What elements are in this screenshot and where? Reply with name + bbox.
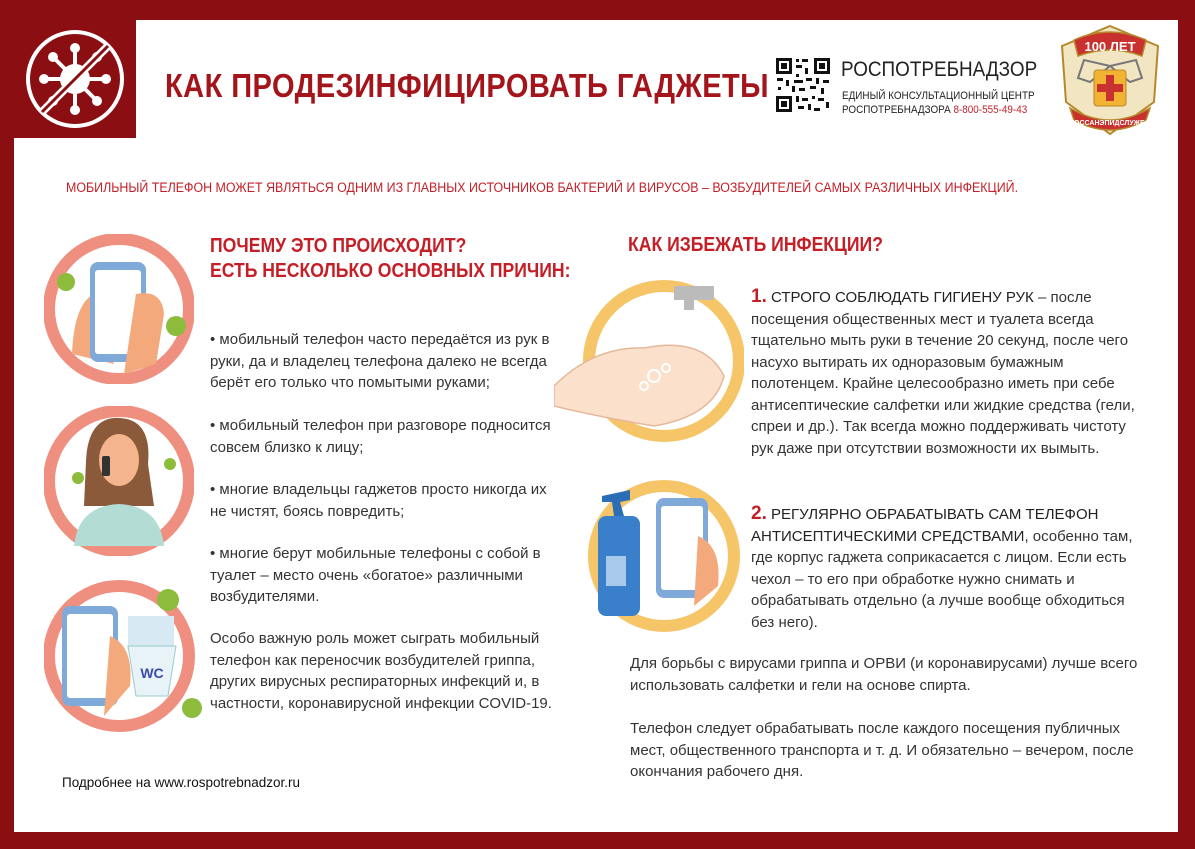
step-caption: СТРОГО СОБЛЮДАТЬ ГИГИЕНУ РУК [771,289,1034,306]
poster [14,20,1178,832]
step-number: 2. [751,503,767,524]
page-title: КАК ПРОДЕЗИНФИЦИРОВАТЬ ГАДЖЕТЫ [165,67,770,104]
org-subtitle-line2 [842,104,1027,116]
prevention-step-1 [751,286,1151,459]
prevention-step-2 [751,503,1151,633]
step-caption: РЕГУЛЯРНО ОБРАБАТЫВАТЬ САМ ТЕЛЕФОН АНТИСЕПТИЧЕСКИМИ СРЕДСТВАМИ [751,506,1099,545]
note-daily-cleaning: Телефон следует обрабатывать после каждого посещения публичных мест, общественного транспорта и т. д. И обязательно – вечером, после окончания рабочего дня. [630,720,1134,780]
reason-item: • многие берут мобильные телефоны с собой в туалет – место очень «богатое» различными возбудителями. [210,545,541,605]
header-logo-block [14,20,136,138]
step-text: – после посещения общественных мест и туалета всегда тщательно мыть руки в течение 20 секунд, после чего насухо вытирать их одноразовым бумажным полотенцем. Крайне целесообразно иметь при себе антисептические салфетки или жидкие средства (гели, спреи и др.). Так всегда можно поддерживать чистоту рук даже при отсутствии возможности их вымыть. [751,289,1135,457]
org-subtitle-text: РОСПОТРЕБНАДЗОРА [842,104,951,116]
phone-sanitizer-icon [584,476,744,636]
reason-item: • мобильный телефон часто передаётся из рук в руки, да и владелец телефона далеко не всегда берёт его только что помытыми руками; [210,331,550,391]
wc-label: WC [140,665,164,681]
left-heading-line2: ЕСТЬ НЕСКОЛЬКО ОСНОВНЫХ ПРИЧИН: [210,260,571,282]
hand-washing-icon [554,276,744,446]
emblem-bottom-text: ГОССАНЭПИДСЛУЖБА [1070,120,1150,127]
left-section-heading [210,234,570,284]
lead-text: МОБИЛЬНЫЙ ТЕЛЕФОН МОЖЕТ ЯВЛЯТЬСЯ ОДНИМ ИЗ ГЛАВНЫХ ИСТОЧНИКОВ БАКТЕРИЙ И ВИРУСОВ – ВОЗБУДИТЕЛЕЙ САМЫХ РАЗЛИЧНЫХ ИНФЕКЦИЙ. [66,180,1019,195]
anniversary-emblem [1054,22,1166,138]
woman-on-phone-icon [44,406,194,556]
org-subtitle-line1: ЕДИНЫЙ КОНСУЛЬТАЦИОННЫЙ ЦЕНТР [842,90,1035,102]
reason-item: • многие владельцы гаджетов просто никогда их не чистят, боясь повредить; [210,481,547,520]
step-number: 1. [751,286,767,307]
note-alcohol: Для борьбы с вирусами гриппа и ОРВИ (и коронавирусами) лучше всего использовать салфетки и гели на основе спирта. [630,655,1138,694]
phone-in-toilet-icon [44,576,204,736]
no-virus-icon [20,24,130,134]
emblem-top-text: 100 ЛЕТ [1084,39,1136,54]
left-heading-line1: ПОЧЕМУ ЭТО ПРОИСХОДИТ? [210,235,467,257]
reason-item: • мобильный телефон при разговоре подносится совсем близко к лицу; [210,417,551,456]
phone-in-hand-icon [44,234,194,384]
closing-paragraph: Особо важную роль может сыграть мобильный телефон как переносчик возбудителей гриппа, других вирусных респираторных инфекций и, в частности, коронавирусной инфекции COVID-19. [210,630,552,712]
right-section-heading: КАК ИЗБЕЖАТЬ ИНФЕКЦИИ? [628,234,883,256]
step-text: , особенно там, где корпус гаджета соприкасается с лицом. Если есть чехол – то его при обработке нужно снимать и обрабатывать отдельно (а лучше вообще обходиться без него). [751,527,1133,631]
org-name: РОСПОТРЕБНАДЗОР [841,58,1038,81]
qr-code [774,56,832,114]
footer-link[interactable]: Подробнее на www.rospotrebnadzor.ru [62,775,301,790]
header [14,20,1178,138]
hotline-phone: 8-800-555-49-43 [953,104,1028,116]
